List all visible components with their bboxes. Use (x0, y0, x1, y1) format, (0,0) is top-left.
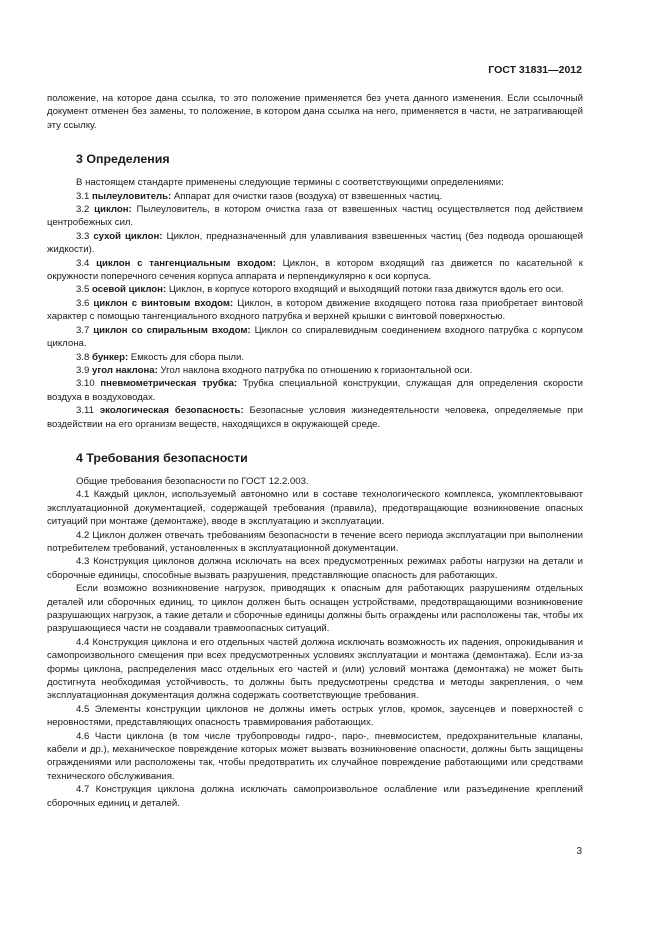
definition-term: циклон с тангенциальным входом: (96, 257, 276, 269)
definition-item: 3.2 циклон: Пылеуловитель, в котором очистка газа от взвешенных частиц осуществляется под действием центробежных сил. (47, 204, 583, 229)
definition-item: 3.6 циклон с винтовым входом: Циклон, в котором движение входящего потока газа приобретает винтовой характер с помощью тангенциального входного патрубка и верхней крышки с винтовой поверхностью. (47, 297, 583, 323)
definition-term: осевой циклон: (92, 284, 167, 296)
definition-term: угол наклона: (92, 364, 158, 376)
definition-term: бункер: (92, 351, 129, 363)
requirement-paragraph: Общие требования безопасности по ГОСТ 12.2.003. (76, 475, 309, 487)
definition-term: циклон со спиральным входом: (93, 324, 251, 336)
section-3-title: 3 Определения (76, 152, 170, 167)
definitions-list (47, 190, 583, 431)
definition-item: 3.1 пылеуловитель: Аппарат для очистки газов (воздуха) от взвешенных частиц. (76, 190, 443, 202)
standard-code: ГОСТ 31831—2012 (488, 64, 582, 76)
page-content (47, 92, 583, 810)
requirement-paragraph: 4.3 Конструкция циклонов должна исключать на всех предусмотренных режимах работы нагрузки на детали и сборочные единицы, способные вызвать разрушения, представляющие опасность для работающих. (47, 556, 583, 581)
definition-term: циклон: (94, 204, 132, 216)
requirement-paragraph: 4.4 Конструкция циклона и его отдельных частей должна исключать возможность их падения, опрокидывания и самопроизвольного смещения при всех предусмотренных условиях эксплуатации и монтажа (демонтажа). Если из-за формы циклона, распределения масс отдельных его частей и (или) условий монтажа (демонтажа) не может быть достигнута необходимая устойчивость, то должны быть предусмотрены средства и методы закрепления, о чем эксплуатационная документация должна содержать соответствующие требования. (47, 636, 583, 702)
definition-item: 3.11 экологическая безопасность: Безопасные условия жизнедеятельности человека, определяемые при воздействии на его организм веществ, находящихся в окружающей среде. (47, 405, 583, 430)
requirements-list (47, 475, 583, 810)
intro-paragraph: положение, на которое дана ссылка, то это положение применяется без учета данного изменения. Если ссылочный документ отменен без замены, то положение, в котором дана ссылка на него, применяется в части, не затрагивающей эту ссылку. (47, 93, 583, 131)
definition-item: 3.7 циклон со спиральным входом: Циклон со спиралевидным соединением входного патрубка с корпусом циклона. (47, 324, 583, 350)
requirement-paragraph: 4.2 Циклон должен отвечать требованиям безопасности в течение всего периода эксплуатации при выполнении потребителем требований, установленных в эксплуатационной документации. (47, 529, 583, 554)
definition-item: 3.3 сухой циклон: Циклон, предназначенный для улавливания взвешенных частиц (без подвода орошающей жидкости). (47, 230, 584, 256)
definition-item: 3.9 угол наклона: Угол наклона входного патрубка по отношению к горизонтальной оси. (76, 364, 473, 376)
definition-term: пневмометрическая трубка: (100, 378, 238, 390)
requirement-paragraph: 4.7 Конструкция циклона должна исключать самопроизвольное ослабление или разъединение креплений сборочных единиц и деталей. (47, 784, 583, 809)
spacer (47, 431, 583, 451)
page-number: 3 (576, 846, 582, 857)
requirement-paragraph: 4.1 Каждый циклон, используемый автономно или в составе технологического комплекса, укомплектовывают эксплуатационной документацией, содержащей требования (правила), предотвращающие возникновение опасных ситуаций при монтаже (демонтаже), вводе в эксплуатацию и эксплуатации. (47, 489, 583, 528)
requirement-paragraph: 4.5 Элементы конструкции циклонов не должны иметь острых углов, кромок, заусенцев и поверхностей с неровностями, представляющих опасность травмирования работающих. (47, 703, 583, 729)
definition-item: 3.10 пневмометрическая трубка: Трубка специальной конструкции, служащая для определения скорости воздуха в воздуховодах. (47, 378, 584, 403)
spacer (47, 166, 583, 176)
definition-term: экологическая безопасность: (99, 405, 244, 417)
definition-item: 3.8 бункер: Емкость для сбора пыли. (76, 351, 245, 363)
definition-term: пылеуловитель: (92, 190, 172, 202)
section-4-title: 4 Требования безопасности (76, 450, 248, 465)
definition-term: сухой циклон: (93, 230, 163, 242)
definitions-intro: В настоящем стандарте применены следующие термины с соответствующими определениями: (76, 177, 504, 189)
requirement-paragraph: Если возможно возникновение нагрузок, приводящих к опасным для работающих разрушениям отдельных деталей или сборочных единиц, то циклон должен быть оснащен устройствами, предотвращающими возникновение разрушающих нагрузок, а такие детали и сборочные единицы должны быть ограждены или расположены так, чтобы их разрушающиеся части не создавали травмоопасных ситуаций. (47, 583, 583, 635)
requirement-paragraph: 4.6 Части циклона (в том числе трубопроводы гидро-, паро-, пневмосистем, предохранительные клапаны, кабели и др.), механическое повреждение которых может вызвать возникновение опасности, должны быть защищены ограждениями или расположены так, чтобы предотвратить их случайное повреждение работающими или средствами технического обслуживания. (47, 730, 583, 782)
spacer (47, 465, 583, 475)
definition-item: 3.5 осевой циклон: Циклон, в корпусе которого входящий и выходящий потоки газа движутся вдоль его оси. (76, 284, 564, 296)
spacer (47, 132, 583, 152)
definition-item: 3.4 циклон с тангенциальным входом: Циклон, в котором входящий газ движется по касательной к окружности поперечного сечения корпуса аппарата и перпендикулярно к оси корпуса. (47, 257, 583, 283)
definition-term: циклон с винтовым входом: (93, 297, 234, 309)
